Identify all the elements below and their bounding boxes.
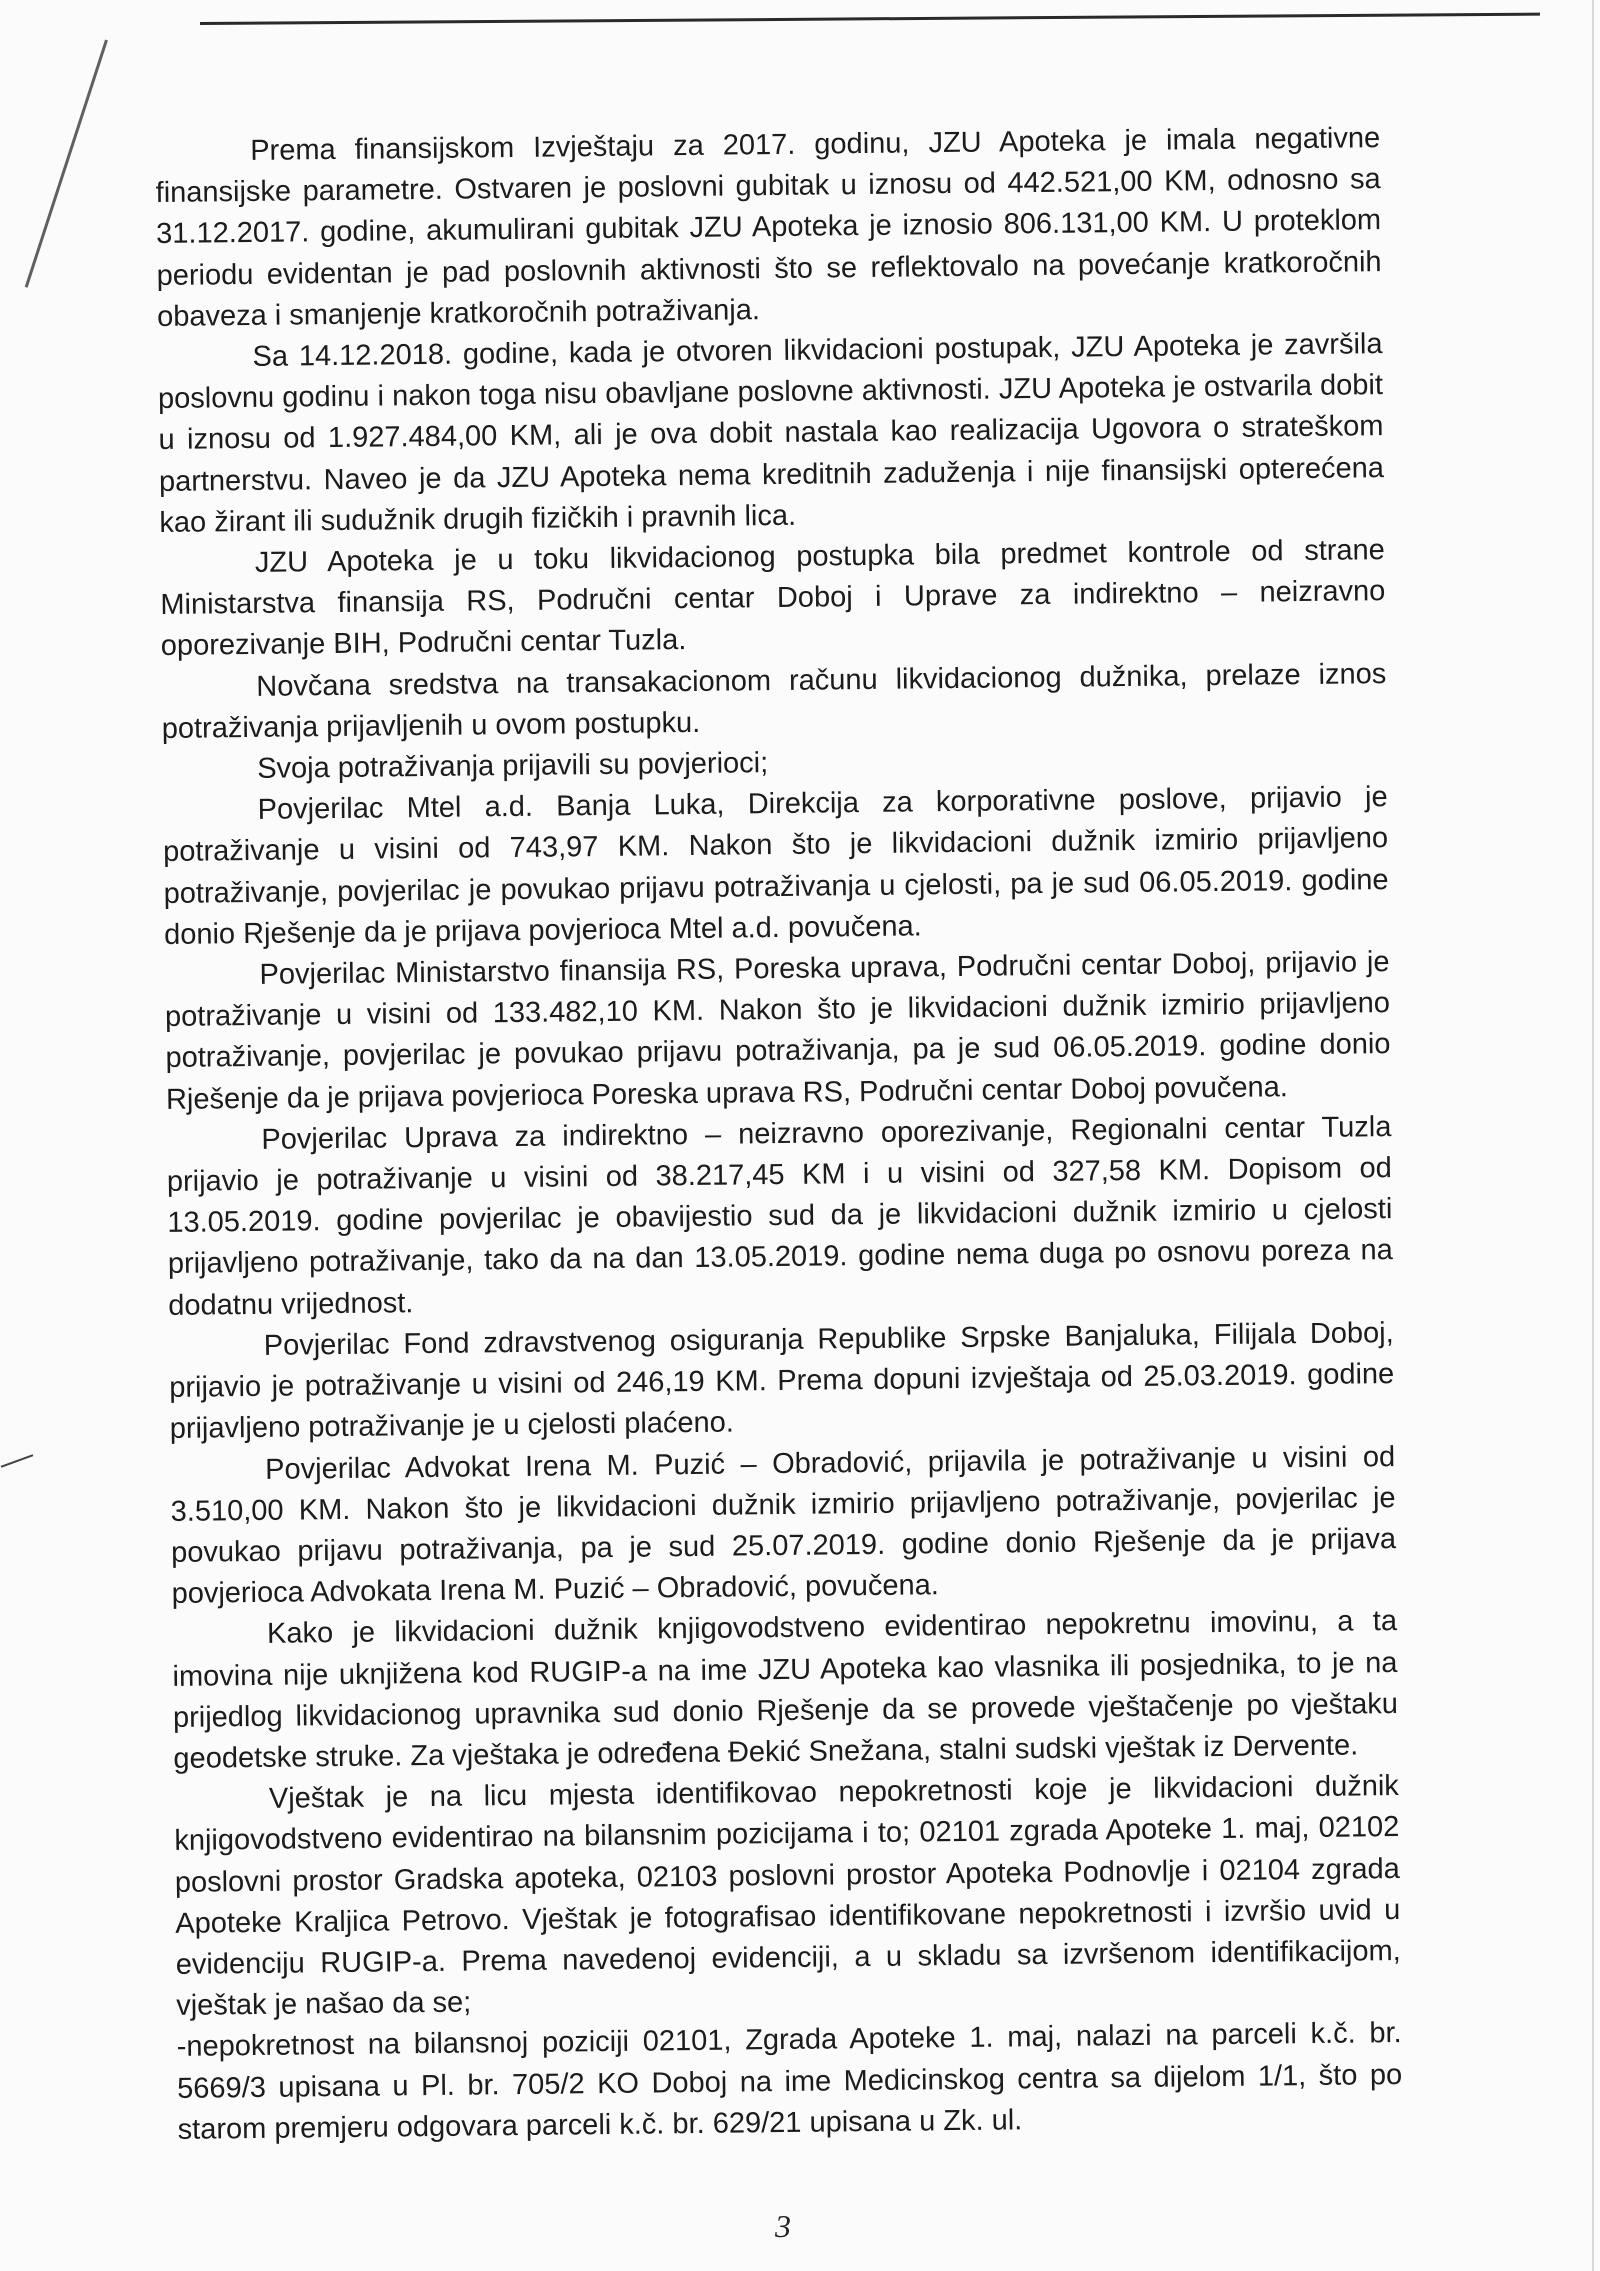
scan-edge-right xyxy=(1592,0,1594,2271)
paragraph-creditor-lawyer: Povjerilac Advokat Irena M. Puzić – Obradović, prijavila je potraživanje u visini od 3.510,00 KM. Nakon što je likvidacioni dužnik izmirio prijavljeno potraživanje, povjerilac je povukao prijavu potraživanja, pa je sud 25.07.2019. godine donio Rješenje da je prijava povjerioca Advokata Irena M. Puzić – Obradović, povučena. xyxy=(170,1440,1397,1611)
paragraph-creditors-intro: Svoja potraživanja prijavili su povjerioci; xyxy=(257,747,769,785)
scan-artifact-left xyxy=(25,40,108,288)
paragraph-creditor-health-fund: Povjerilac Fond zdravstvenog osiguranja Republike Srpske Banjaluka, Filijala Doboj, prijavio je potraživanje u visini od 246,19 KM. Prema dopuni izvještaja od 25.03.2019. godine prijavljeno potraživanje je u cjelosti plaćeno. xyxy=(169,1316,1395,1446)
scan-mark-left xyxy=(1,1454,34,1468)
paragraph-funds: Novčana sredstva na transakacionom računu likvidacionog dužnika, prelaze iznos potraživanja prijavljenih u ovom postupku. xyxy=(161,657,1387,745)
paragraph-financial-report: Prema finansijskom Izvještaju za 2017. godinu, JZU Apoteka je imala negativne finansijske parametre. Ostvaren je poslovni gubitak u iznosu od 442.521,00 KM, odnosno sa 31.12.2017. godine, akumulirani gubitak JZU Apoteka je iznosio 806.131,00 KM. U proteklom periodu evidentan je pad poslovnih aktivnosti što se reflektovalo na povećanje kratkoročnih obaveza i smanjenje kratkoročnih potraživanja. xyxy=(155,122,1382,333)
paragraph-creditor-mtel: Povjerilac Mtel a.d. Banja Luka, Direkcija za korporativne poslove, prijavio je potraživanje u visini od 743,97 KM. Nakon što je likvidacioni dužnik izmirio prijavljeno potraživanje, povjerilac je povukao prijavu potraživanja u cjelosti, pa je sud 06.05.2019. godine donio Rješenje da je prijava povjerioca Mtel a.d. povučena. xyxy=(162,781,1389,951)
scan-border-top xyxy=(200,13,1540,25)
document-page xyxy=(155,118,1403,2151)
paragraph-property-item: -nepokretnost na bilansnoj poziciji 02101, Zgrada Apoteke 1. maj, nalazi na parceli k.č. br. 5669/3 upisana u Pl. br. 705/2 KO Doboj na ime Medicinskog centra sa dijelom 1/1, što po starom premjeru odgovara parceli k.č. br. 629/21 upisana u Zk. ul. xyxy=(176,2017,1403,2146)
paragraph-expert-findings: Vještak je na licu mjesta identifikovao nepokretnosti koje je likvidacioni dužnik knjigovodstveno evidentirao na bilansnim pozicijama i to; 02101 zgrada Apoteke 1. maj, 02102 poslovni prostor Gradska apoteka, 02103 poslovni prostor Apoteka Podnovlje i 02104 zgrada Apoteke Kraljica Petrovo. Vještak je fotografisao identifikovane nepokretnosti i izvršio uvid u evidenciju RUGIP-a. Prema navedenoj evidenciji, a u skladu sa izvršenom identifikacijom, vještak je našao da se; xyxy=(174,1770,1401,2023)
paragraph-creditor-ministry: Povjerilac Ministarstvo finansija RS, Poreska uprava, Područni centar Doboj, prijavio je potraživanje u visini od 133.482,10 KM. Nakon što je likvidacioni dužnik izmirio prijavljeno potraživanje, povjerilac je povukao prijavu potraživanja, pa je sud 06.05.2019. godine donio Rješenje da je prijava povjerioca Poreska uprava RS, Područni centar Doboj povučena. xyxy=(164,946,1391,1116)
paragraph-liquidation-opened: Sa 14.12.2018. godine, kada je otvoren likvidacioni postupak, JZU Apoteka je završila poslovnu godinu i nakon toga nisu obavljane poslovne aktivnosti. JZU Apoteka je ostvarila dobit u iznosu od 1.927.484,00 KM, ali je ova dobit nastala kao realizacija Ugovora o strateškom partnerstvu. Naveo je da JZU Apoteka nema kreditnih zaduženja i nije finansijski opterećena kao žirant ili sudužnik drugih fizičkih i pravnih lica. xyxy=(157,328,1385,539)
paragraph-real-estate: Kako je likvidacioni dužnik knjigovodstveno evidentirao nepokretnu imovinu, a ta imovina nije uknjižena kod RUGIP-a na ime JZU Apoteka kao vlasnika ili posjednika, to je na prijedlog likvidacionog upravnika sud donio Rješenje da se provede vještačenje po vještaku geodetske struke. Za vještaka je određena Đekić Snežana, stalni sudski vještak iz Dervente. xyxy=(172,1605,1399,1775)
paragraph-control: JZU Apoteka je u toku likvidacionog postupka bila predmet kontrole od strane Ministarstva finansija RS, Područni centar Doboj i Uprave za indirektno – neizravno oporezivanje BIH, Područni centar Tuzla. xyxy=(160,534,1386,663)
page-number: 3 xyxy=(775,2208,791,2244)
paragraph-creditor-tax-authority: Povjerilac Uprava za indirektno – neizravno oporezivanje, Regionalni centar Tuzla prijavio je potraživanje u visini od 38.217,45 KM i u visini od 327,58 KM. Dopisom od 13.05.2019. godine povjerilac je obavijestio sud da je likvidacioni dužnik izmirio u cjelosti prijavljeno potraživanje, tako da na dan 13.05.2019. godine nema duga po osnovu poreza na dodatnu vrijednost. xyxy=(166,1110,1393,1322)
